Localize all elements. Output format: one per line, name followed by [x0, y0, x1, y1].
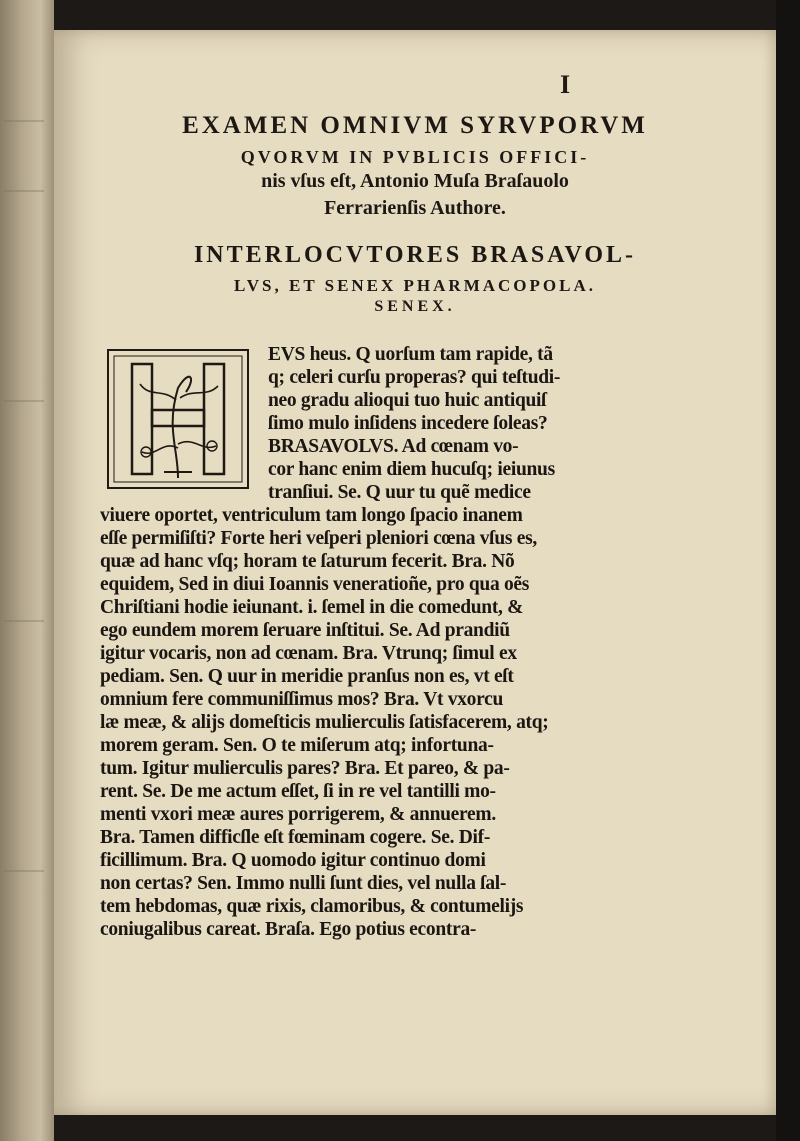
text-line: coniugalibus careat. Braſa. Ego potius econtra-	[100, 919, 477, 940]
text-line: rent. Se. De me actum eſſet, ſi in re vel tantilli mo-	[100, 781, 496, 802]
text-line: pediam. Sen. Q uur in meridie pranſus non es, vt eſt	[100, 666, 514, 687]
text-line: quæ ad hanc vſq; horam te ſaturum fecerit. Bra. Nõ	[100, 551, 515, 572]
speakers-heading-1: INTERLOCVTORES BRASAVOL-	[193, 242, 637, 268]
text-line: ſimo mulo inſidens incedere ſoleas?	[268, 413, 548, 434]
decorated-initial	[106, 348, 250, 490]
title-line-2: QVORVM IN PVBLICIS OFFICI-	[240, 147, 590, 167]
text-line: tum. Igitur mulierculis pares? Bra. Et pareo, & pa-	[100, 758, 510, 779]
title-line-3: nis vſus eſt, Antonio Muſa Braſauolo	[261, 170, 569, 192]
text-line: tem hebdomas, quæ rixis, clamoribus, & contumelijs	[100, 896, 524, 917]
book-page	[54, 30, 776, 1115]
text-line: EVS heus. Q uorſum tam rapide, tã	[268, 344, 553, 365]
book-fore-edge	[776, 0, 800, 1141]
text-line: tranſiui. Se. Q uur tu quẽ medice	[268, 482, 531, 503]
text-line: q; celeri curſu properas? qui teſtudi-	[268, 367, 561, 388]
text-line: menti vxori meæ aures porrigerem, & annuerem.	[100, 804, 496, 825]
text-line: ficillimum. Bra. Q uomodo igitur continuo domi	[100, 850, 486, 871]
text-line: non certas? Sen. Immo nulli ſunt dies, vel nulla ſal-	[100, 873, 507, 894]
speaker-label-senex: SENEX.	[374, 298, 456, 315]
title-line-1: EXAMEN OMNIVM SYRVPORVM	[182, 112, 648, 139]
folio-number: I	[560, 70, 571, 99]
text-line: morem geram. Sen. O te miſerum atq; infortuna-	[100, 735, 494, 756]
text-line: viuere oportet, ventriculum tam longo ſpacio inanem	[100, 505, 523, 526]
text-line: equidem, Sed in diui Ioannis veneratioñe, pro qua oẽs	[100, 574, 530, 595]
text-line: eſſe permiſiſti? Forte heri veſperi pleniori cœna vſus es,	[100, 528, 537, 549]
text-line: ego eundem morem ſeruare inſtitui. Se. Ad prandiũ	[100, 620, 510, 641]
text-line: cor hanc enim diem hucuſq; ieiunus	[268, 459, 555, 480]
text-line: BRASAVOLVS. Ad cœnam vo-	[268, 436, 519, 457]
text-line: Chriſtiani hodie ieiunant. i. ſemel in die comedunt, &	[100, 597, 524, 618]
text-line: omnium fere communiſſimus mos? Bra. Vt vxorcu	[100, 689, 504, 710]
text-line: neo gradu alioqui tuo huic antiquiſ	[268, 390, 547, 411]
text-line: læ meæ, & alijs domeſticis mulierculis ſatisfacerem, atq;	[100, 712, 549, 733]
text-line: igitur vocaris, non ad cœnam. Bra. Vtrunq; ſimul ex	[100, 643, 517, 664]
adjacent-page-edge	[0, 0, 54, 1141]
text-line: Bra. Tamen difficſle eſt fœminam cogere. Se. Dif-	[100, 827, 491, 848]
speakers-heading-2: LVS, ET SENEX PHARMACOPOLA.	[233, 276, 597, 295]
title-line-4: Ferrarienſis Authore.	[324, 197, 506, 219]
